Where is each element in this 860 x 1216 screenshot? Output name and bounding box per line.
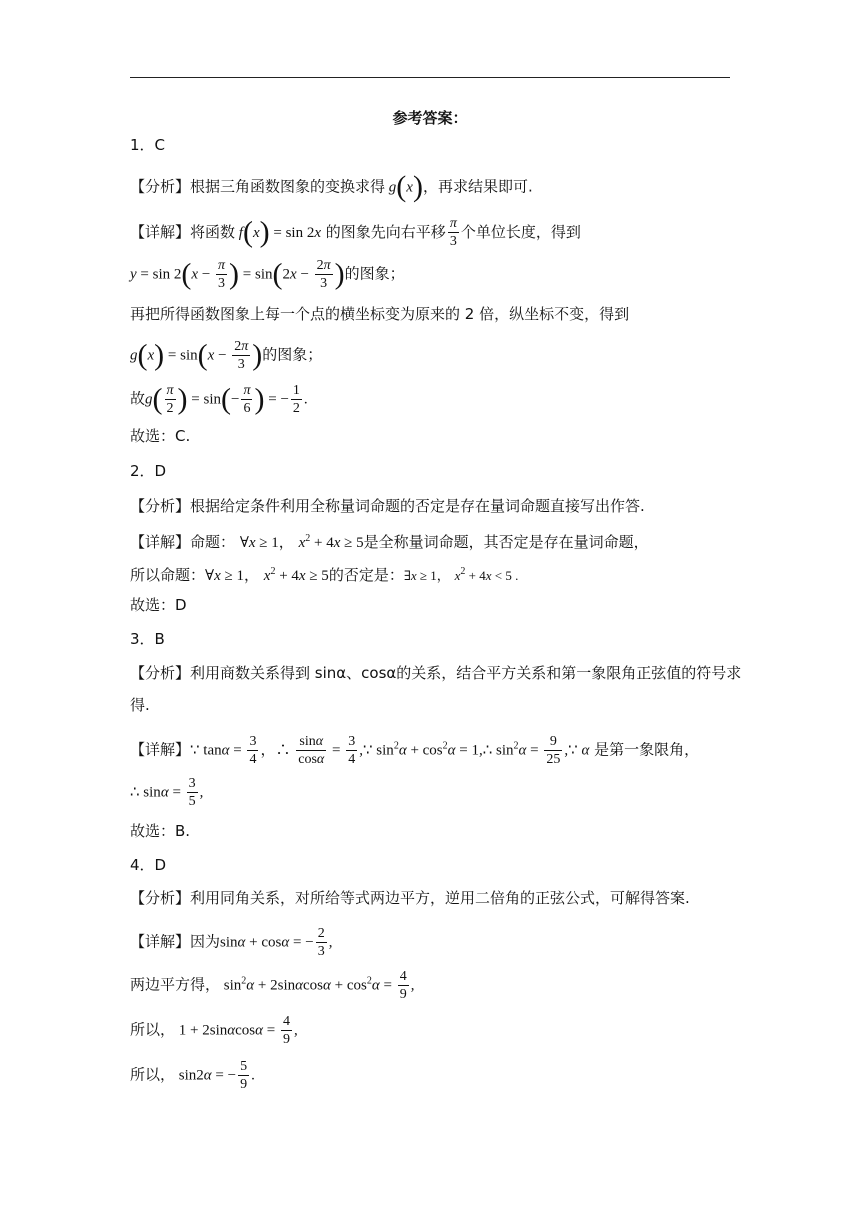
header-rule [130,77,730,78]
q2-choose: 故选：D [130,596,187,614]
page-title: 参考答案： [392,109,468,127]
q3-analysis: 【分析】利用商数关系得到 sinα、cosα的关系，结合平方关系和第一象限角正弦值的符号求 [130,664,742,682]
q3-analysis-cont: 得. [130,696,150,714]
q3-detail: 【详解】∵ tanα = $\frac{3}{4}$ ，∴ $\frac{\sin\alpha}{\cos\alpha}$ = $\frac{3}{4}$ ,∵ $\sin^2\alpha + \cos^2\alpha$ = 1,∴ $\sin^2\alpha$ = $\frac{9}{25}$ ,∵ α 是第一象限角， [130,734,700,767]
q4-analysis: 【分析】利用同角关系，对所给等式两边平方，逆用二倍角的正弦公式，可解得答案. [130,889,690,907]
q2-analysis: 【分析】根据给定条件利用全称量词命题的否定是存在量词命题直接写出作答. [130,497,645,515]
q4-detail: 【详解】因为sinα + cosα = − $\frac{2}{3}$ , [130,926,333,959]
q3-choose: 故选：B. [130,822,191,840]
q2-detail: 【详解】命题： ∀x ≥ 1， $x^2 + 4x \ge 5$是全称量词命题，其否定是存在量词命题， [130,533,649,551]
q2-negation: 所以命题：∀x ≥ 1， $x^2 + 4x \ge 5$的否定是：∃x ≥ 1， $x^2 + 4x < 5$ . [130,566,519,584]
q2-number: 2．D [130,462,167,480]
q1-equation-y: y = sin 2(x − $\frac{\pi}{3}$ ) = sin(2x − $\frac{2\pi}{3}$ )的图象； [130,257,405,291]
q1-transform-text: 再把所得函数图象上每一个点的横坐标变为原来的 2 倍，纵坐标不变，得到 [130,305,630,323]
q3-result: ∴ sinα = $\frac{3}{5}$ , [130,776,204,809]
q1-number: 1．C [130,136,166,154]
q1-result: 故g( $\frac{\pi}{2}$ ) = sin(− $\frac{\pi}{6}$ ) = − $\frac{1}{2}$ . [130,382,308,416]
q4-result: 所以， sin2α = − $\frac{5}{9}$ . [130,1059,255,1092]
q1-analysis: 【分析】根据三角函数图象的变换求得 g(x)，再求结果即可. [130,170,533,203]
q4-simplify: 所以， 1 + 2sinαcosα = $\frac{4}{9}$ , [130,1014,298,1047]
q4-square: 两边平方得， $\sin^2\alpha + 2\sin\alpha\cos\alpha + \cos^2\alpha$ = $\frac{4}{9}$ , [130,969,415,1002]
q3-number: 3．B [130,630,165,648]
q4-number: 4．D [130,856,167,874]
q1-choose: 故选：C. [130,427,191,445]
q1-detail: 【详解】将函数 f(x) = sin 2x 的图象先向右平移 $\frac{\pi}{3}$ 个单位长度，得到 [130,215,581,249]
q1-equation-g: g(x) = sin(x − $\frac{2\pi}{3}$ )的图象； [130,338,323,372]
